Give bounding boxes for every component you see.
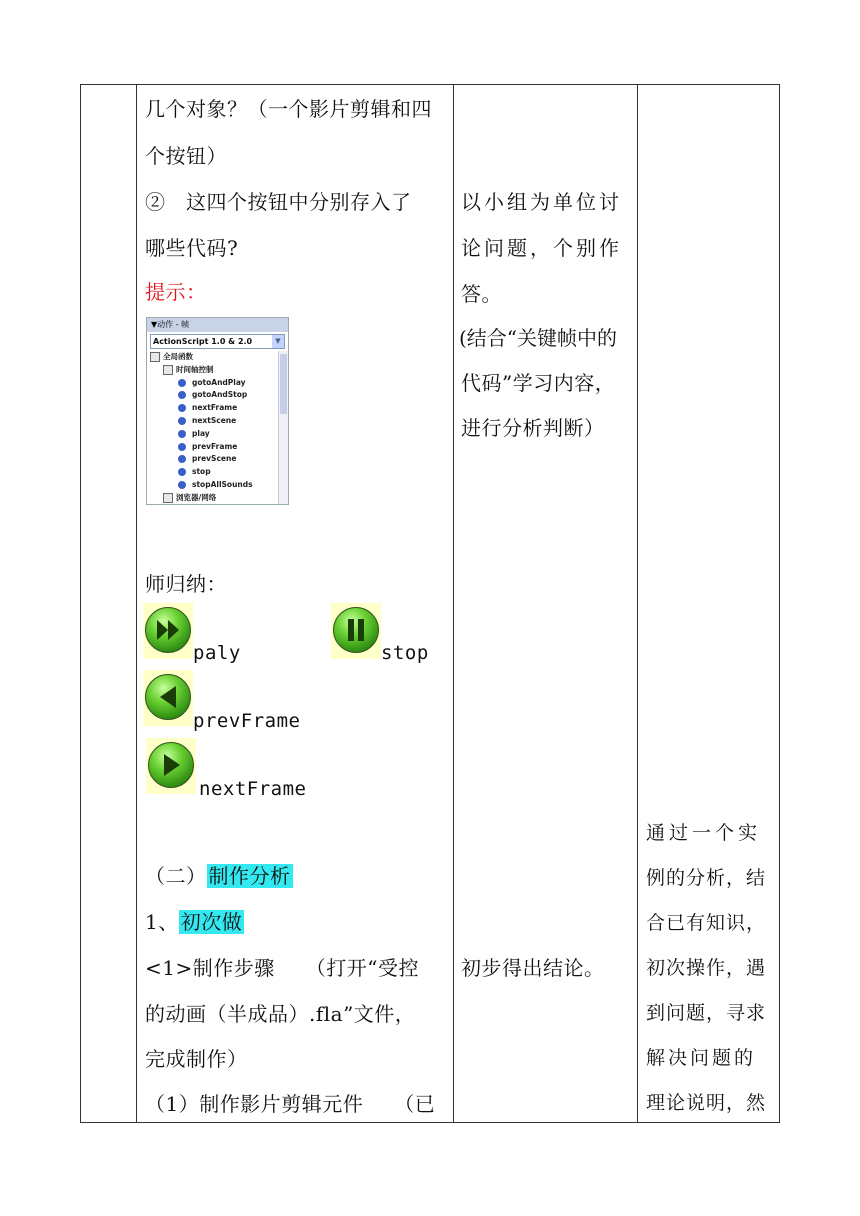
tree-item: prevScene <box>150 453 278 466</box>
text-line: 个按钮） <box>145 144 227 168</box>
function-icon <box>178 468 186 476</box>
text-line: 合已有知识， <box>646 912 767 934</box>
text-line: 解决问题的 <box>646 1047 757 1069</box>
tree-item: stopAllSounds <box>150 479 278 492</box>
text-line: 答。 <box>461 282 502 306</box>
section-title-highlight: 制作分析 <box>208 864 291 888</box>
forward-glyph <box>148 742 194 788</box>
play-label: paly <box>193 642 241 664</box>
chevron-down-icon: ▼ <box>272 335 284 348</box>
step-heading: 1、 初次做 <box>145 910 243 934</box>
text-line: 初次操作，遇 <box>646 957 767 979</box>
text-line: 哪些代码? <box>145 236 239 260</box>
function-icon <box>178 379 186 387</box>
text-line: 代码”学习内容， <box>461 371 616 395</box>
actions-panel-screenshot <box>146 317 289 505</box>
summary-label: 师归纳： <box>145 572 227 596</box>
text-line: ② 这四个按钮中分别存入了 <box>145 190 412 214</box>
function-icon <box>178 455 186 463</box>
next-frame-label: nextFrame <box>199 778 307 800</box>
pause-glyph <box>333 607 379 653</box>
fast-forward-glyph <box>145 607 191 653</box>
text-line: 到问题，寻求 <box>646 1002 767 1024</box>
function-icon <box>178 443 186 451</box>
text-line: 初步得出结论。 <box>461 956 605 980</box>
folder-icon <box>163 365 173 375</box>
stop-button-image <box>331 603 381 659</box>
text-line: 论问题，个别作 <box>461 236 622 260</box>
next-frame-button-image <box>146 738 196 794</box>
function-icon <box>178 404 186 412</box>
section-heading: （二） 制作分析 <box>145 864 291 888</box>
stop-label: stop <box>381 642 429 664</box>
scrollbar-thumb <box>280 354 287 414</box>
tree-item: nextFrame <box>150 402 278 415</box>
function-icon <box>178 417 186 425</box>
text-line: 以小组为单位讨 <box>461 190 622 214</box>
function-icon <box>178 481 186 489</box>
step-title-highlight: 初次做 <box>180 910 243 934</box>
panel-title: ▼动作 - 帧 <box>147 318 288 332</box>
tree-folder: 时间轴控制 <box>150 364 278 377</box>
text-line: 例的分析，结 <box>646 867 767 889</box>
text-line: 理论说明，然 <box>646 1092 767 1114</box>
prev-frame-button-image <box>143 670 193 726</box>
prev-frame-label: prevFrame <box>193 710 301 732</box>
panel-tree <box>150 351 278 504</box>
actionscript-version-select <box>150 334 285 349</box>
play-button-image <box>143 603 193 659</box>
text-line: 几个对象？（一个影片剪辑和四 <box>145 97 432 121</box>
tree-folder: 全局函数 <box>150 351 278 364</box>
text-line: （1）制作影片剪辑元件 （已 <box>145 1092 436 1116</box>
tree-item: gotoAndStop <box>150 389 278 402</box>
folder-icon <box>163 493 173 503</box>
text-line: (结合“关键帧中的 <box>459 326 618 350</box>
text-line: <1>制作步骤 （打开“受控 <box>145 956 419 980</box>
tree-item: stop <box>150 466 278 479</box>
text-line: 进行分析判断） <box>461 416 605 440</box>
tree-item: prevFrame <box>150 441 278 454</box>
select-value: ActionScript 1.0 & 2.0 <box>153 337 253 346</box>
column-divider <box>136 85 137 1122</box>
folder-icon <box>150 352 160 362</box>
tree-item: nextScene <box>150 415 278 428</box>
tree-item: play <box>150 428 278 441</box>
back-glyph <box>145 674 191 720</box>
function-icon <box>178 391 186 399</box>
tree-folder: 浏览器/网络 <box>150 492 278 505</box>
text-line: 通过一个实 <box>646 822 762 844</box>
text-line: 完成制作） <box>145 1047 248 1071</box>
function-icon <box>178 430 186 438</box>
column-divider <box>453 85 454 1122</box>
text-line: 的动画（半成品）.fla”文件， <box>145 1002 416 1026</box>
tree-item: gotoAndPlay <box>150 377 278 390</box>
hint-label: 提示： <box>145 280 207 304</box>
column-divider <box>637 85 638 1122</box>
